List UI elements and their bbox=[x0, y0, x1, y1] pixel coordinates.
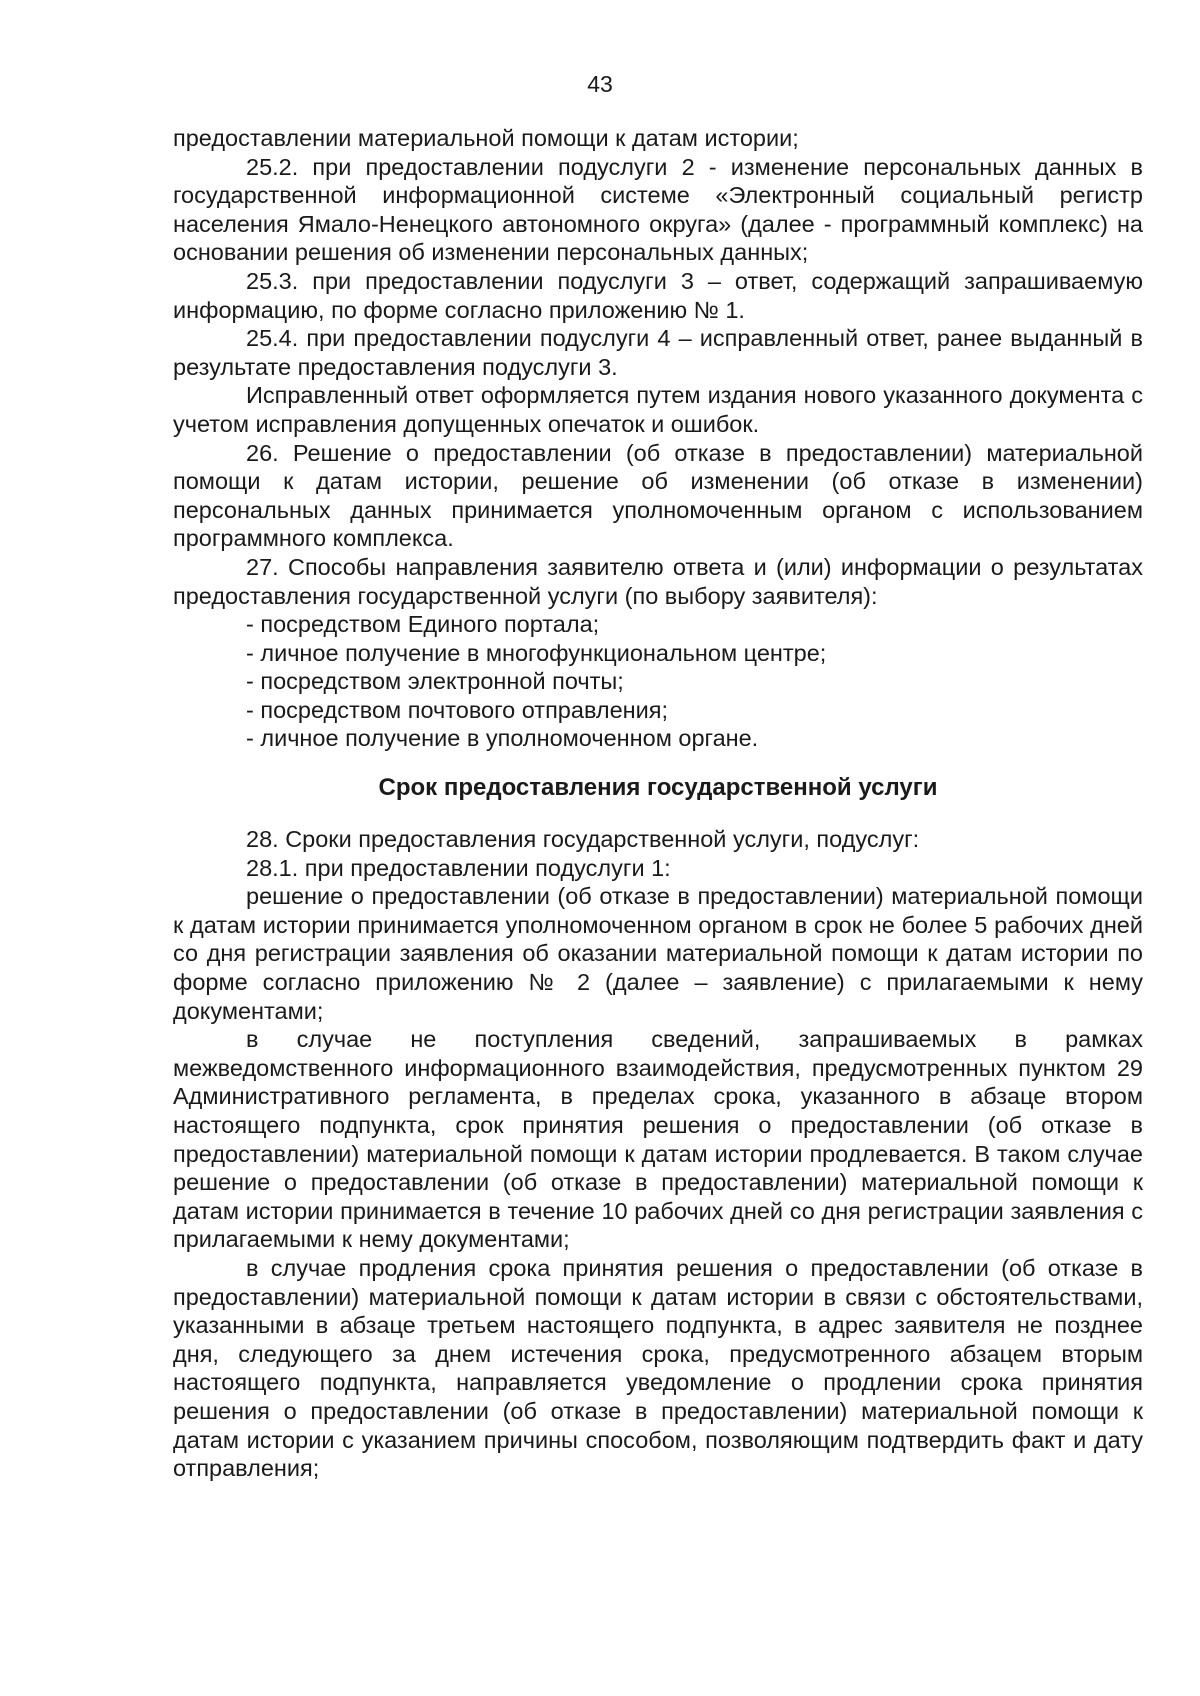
paragraph-decision-term: решение о предоставлении (об отказе в предоставлении) материальной помощи к датам истории принимается уполномоченном органом в срок не более 5 рабочих дней со дня регистрации заявления об оказании материальной помощи к датам истории по форме согласно приложению № 2 (далее – заявление) с прилагаемыми к нему документами; bbox=[173, 883, 1143, 1024]
list-item: - личное получение в уполномоченном органе. bbox=[246, 725, 759, 752]
paragraph-corrected-answer: Исправленный ответ оформляется путем издания нового указанного документа с учетом исправления допущенных опечаток и ошибок. bbox=[173, 382, 1143, 437]
paragraph-26: 26. Решение о предоставлении (об отказе в предоставлении) материальной помощи к датам истории, решение об изменении (об отказе в изменении) персональных данных принимается уполномоченным органом с использованием программного комплекса. bbox=[173, 439, 1143, 552]
list-item: - посредством электронной почты; bbox=[246, 668, 624, 695]
paragraph-25-2: 25.2. при предоставлении подуслуги 2 - изменение персональных данных в государственной информационной системе «Электронный социальный регистр населения Ямало-Ненецкого автономного округа» (далее - программный комплекс) на основании решения об изменении персональных данных; bbox=[173, 153, 1143, 266]
paragraph-extension: в случае не поступления сведений, запрашиваемых в рамках межведомственного информационного взаимодействия, предусмотренных пунктом 29 Административного регламента, в пределах срока, указанного в абзаце втором настоящего подпункта, срок принятия решения о предоставлении (об отказе в предоставлении) материальной помощи к датам истории продлевается. В таком случае решение о предоставлении (об отказе в предоставлении) материальной помощи к датам истории принимается в течение 10 рабочих дней со дня регистрации заявления с прилагаемыми к нему документами; bbox=[173, 1026, 1143, 1253]
list-item: - личное получение в многофункциональном центре; bbox=[246, 639, 827, 666]
paragraph-28-1: 28.1. при предоставлении подуслуги 1: bbox=[246, 854, 671, 881]
paragraph-25-4: 25.4. при предоставлении подуслуги 4 – исправленный ответ, ранее выданный в результате предоставления подуслуги 3. bbox=[173, 325, 1143, 380]
list-item: - посредством Единого портала; bbox=[246, 611, 600, 638]
paragraph-28: 28. Сроки предоставления государственной услуги, подуслуг: bbox=[246, 826, 920, 853]
page-number: 43 bbox=[587, 71, 613, 97]
paragraph-27: 27. Способы направления заявителю ответа и (или) информации о результатах предоставления государственной услуги (по выбору заявителя): bbox=[173, 553, 1143, 609]
paragraph-25-3: 25.3. при предоставлении подуслуги 3 – ответ, содержащий запрашиваемую информацию, по форме согласно приложению № 1. bbox=[173, 267, 1143, 323]
delivery-methods-list bbox=[173, 610, 1143, 753]
paragraph-continuation: предоставлении материальной помощи к датам истории; bbox=[173, 125, 799, 151]
paragraph-notification: в случае продления срока принятия решения о предоставлении (об отказе в предоставлении) материальной помощи к датам истории в связи с обстоятельствами, указанными в абзаце третьем настоящего подпункта, в адрес заявителя не позднее дня, следующего за днем истечения срока, предусмотренного абзацем вторым настоящего подпункта, направляется уведомление о продлении срока принятия решения о предоставлении (об отказе в предоставлении) материальной помощи к датам истории с указанием причины способом, позволяющим подтвердить факт и дату отправления; bbox=[173, 1254, 1143, 1482]
document-body bbox=[173, 124, 1143, 1483]
list-item: - посредством почтового отправления; bbox=[246, 696, 669, 723]
section-heading: Срок предоставления государственной услуги bbox=[378, 774, 938, 802]
